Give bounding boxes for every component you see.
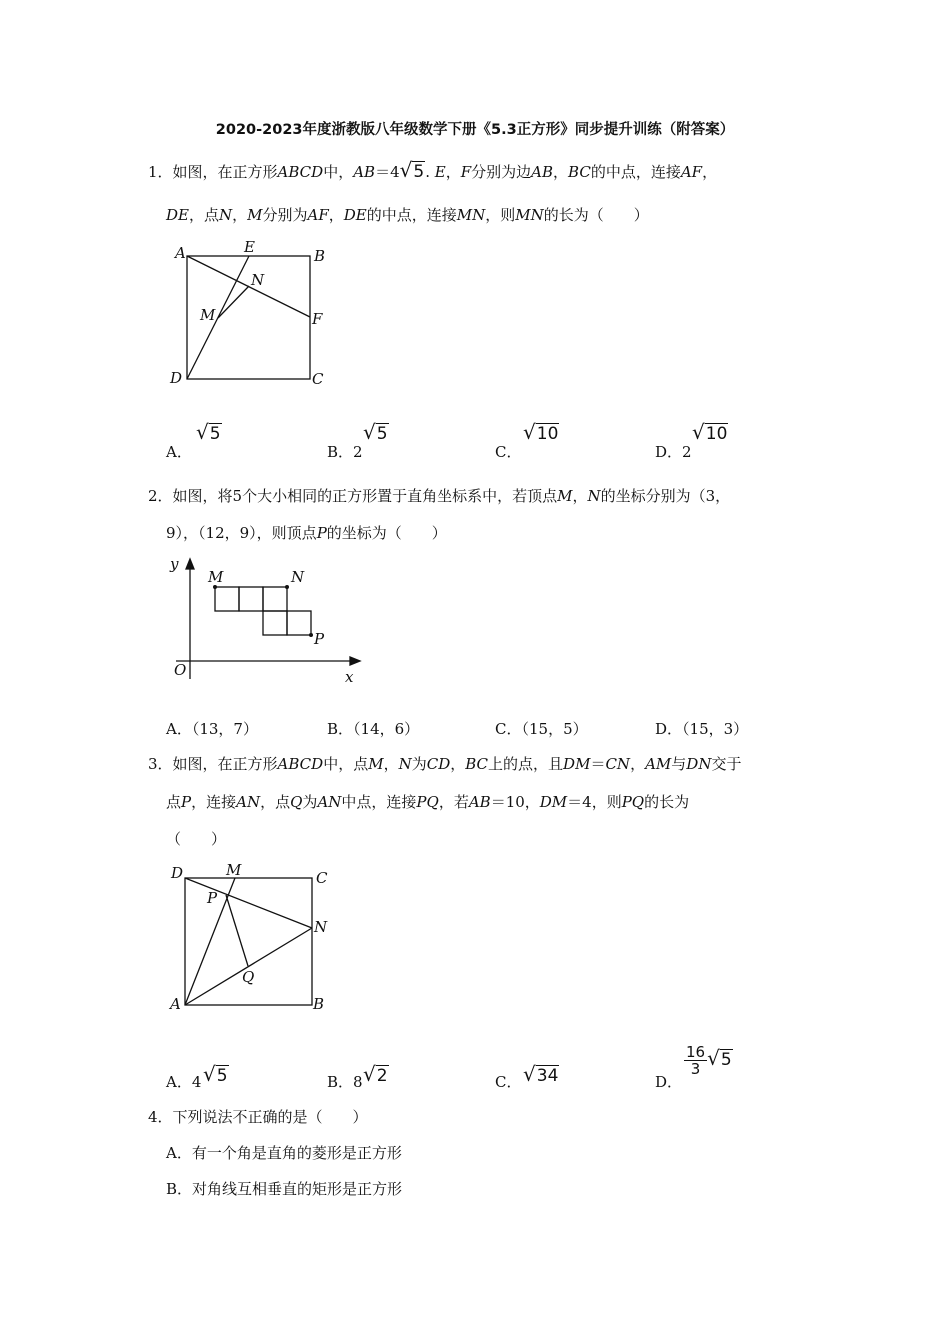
q1-line-mn (218, 286, 249, 318)
q3-label-m: M (226, 861, 242, 879)
q2-option-d[interactable]: D．（15，3） (655, 720, 749, 738)
q1-option-a-value: √5 (196, 420, 221, 444)
q1-label-e: E (244, 238, 255, 256)
q2-point-n (285, 585, 289, 589)
q2-stem-line1: 2．如图，将5个大小相同的正方形置于直角坐标系中，若顶点M，N的坐标分别为（3， (148, 487, 731, 505)
q4-stem: 4．下列说法不正确的是（ ） (148, 1108, 368, 1126)
q2-square-2 (239, 587, 263, 611)
q2-option-a[interactable]: A．（13，7） (166, 720, 258, 738)
q2-square-3 (263, 587, 287, 611)
q3-label-c: C (316, 869, 328, 887)
q2-y-arrow (186, 559, 194, 569)
q3-label-n: N (314, 918, 328, 936)
q2-point-p (309, 633, 313, 637)
q3-option-c[interactable]: C． (495, 1073, 522, 1091)
q3-option-c-value: √34 (523, 1062, 559, 1086)
q1-label-a: A (175, 244, 186, 262)
q3-label-p: P (207, 889, 218, 907)
q2-square-1 (215, 587, 239, 611)
q3-option-d-value: $\frac{16}{3}$ √5 (686, 1043, 732, 1078)
q2-label-o: O (174, 661, 187, 679)
q3-figure (160, 858, 345, 1018)
q1-label-n: N (251, 271, 265, 289)
q1-label-c: C (312, 370, 324, 388)
q3-label-a: A (170, 995, 181, 1013)
q1-option-c-value: √10 (523, 420, 559, 444)
q3-line-an (185, 928, 312, 1005)
q1-label-m: M (200, 306, 216, 324)
q2-square-5 (287, 611, 311, 635)
q3-label-q: Q (242, 968, 255, 986)
q1-stem-line2: DE，点N，M分别为AF，DE的中点，连接MN，则MN的长为（ ） (166, 206, 649, 224)
q3-line-dn (185, 878, 312, 928)
q3-option-b-value: √2 (363, 1062, 388, 1086)
q2-option-c[interactable]: C．（15，5） (495, 720, 588, 738)
q3-option-d-fraction: $\frac{16}{3}$ (686, 1043, 706, 1078)
q2-label-p: P (314, 630, 325, 648)
q1-option-b-value: √5 (363, 420, 388, 444)
q1-option-c[interactable]: C． (495, 443, 522, 461)
q3-stem-line2: 点P，连接AN，点Q为AN中点，连接PQ，若AB＝10，DM＝4，则PQ的长为 (166, 793, 690, 811)
q2-label-x: x (345, 668, 354, 686)
q1-label-d: D (170, 369, 183, 387)
q3-stem-line1: 3．如图，在正方形ABCD中，点M，N为CD，BC上的点，且DM＝CN，AM与DN交于 (148, 755, 742, 773)
q2-x-arrow (350, 657, 360, 665)
q3-option-a-value: √5 (203, 1062, 228, 1086)
q3-option-b[interactable]: B．8 (327, 1073, 363, 1091)
q3-line-pq (226, 895, 248, 966)
q1-stem-line1: 1．如图，在正方形ABCD中，AB＝4√5. E，F分别为边AB，BC的中点，连接AF， (148, 158, 718, 182)
q2-label-n: N (291, 568, 305, 586)
q3-label-b: B (313, 995, 325, 1013)
q1-sqrt: √5 (399, 158, 425, 182)
q4-option-a[interactable]: A．有一个角是直角的菱形是正方形 (166, 1144, 402, 1162)
q2-square-4 (263, 611, 287, 635)
q2-figure (160, 555, 370, 690)
q2-stem-line2: 9），（12，9），则顶点P的坐标为（ ） (166, 524, 447, 542)
q1-option-b[interactable]: B．2 (327, 443, 363, 461)
q3-label-d: D (171, 864, 184, 882)
q1-label-b: B (314, 247, 326, 265)
q3-stem-line3: （ ） (166, 830, 227, 848)
q1-option-d-value: √10 (692, 420, 728, 444)
q3-option-a[interactable]: A．4 (166, 1073, 202, 1091)
q2-label-m: M (208, 568, 224, 586)
q4-option-b[interactable]: B．对角线互相垂直的矩形是正方形 (166, 1180, 403, 1198)
q2-option-b[interactable]: B．（14，6） (327, 720, 420, 738)
page-title: 2020-2023年度浙教版八年级数学下册《5.3正方形》同步提升训练（附答案） (215, 122, 735, 138)
q1-option-a[interactable]: A． (166, 443, 192, 461)
q2-label-y: y (170, 555, 179, 573)
q1-label-f: F (312, 310, 323, 328)
q1-option-d[interactable]: D．2 (655, 443, 692, 461)
q1-figure (160, 236, 340, 396)
q3-option-d[interactable]: D． (655, 1073, 683, 1091)
